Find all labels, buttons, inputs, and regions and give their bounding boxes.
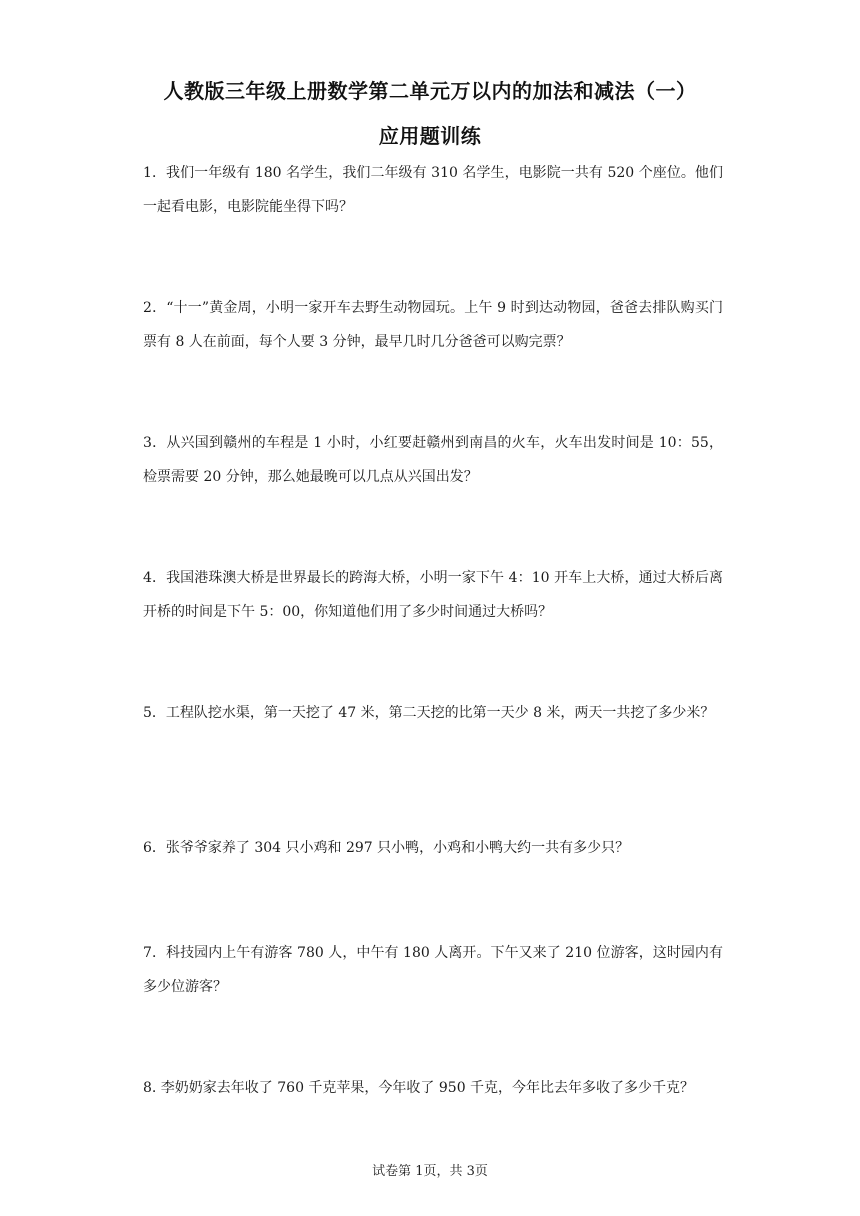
question-2: 2．“十一”黄金周，小明一家开车去野生动物园玩。上午 9 时到达动物园，爸爸去排队购买门票有 8 人在前面，每个人要 3 分钟，最早几时几分爸爸可以购完票？ [143,300,723,350]
question-1: 1．我们一年级有 180 名学生，我们二年级有 310 名学生，电影院一共有 520 个座位。他们一起看电影，电影院能坐得下吗？ [143,165,723,215]
page-subtitle: 应用题训练 [378,124,482,148]
question-5: 5．工程队挖水渠，第一天挖了 47 米，第二天挖的比第一天少 8 米，两天一共挖了多少米？ [143,705,715,721]
question-6: 6．张爷爷家养了 304 只小鸡和 297 只小鸭，小鸡和小鸭大约一共有多少只？ [143,840,630,856]
page-footer: 试卷第 1页，共 3页 [372,1164,488,1179]
question-8: 8. 李奶奶家去年收了 760 千克苹果，今年收了 950 千克，今年比去年多收了多少千克？ [143,1080,695,1096]
question-3: 3．从兴国到赣州的车程是 1 小时，小红要赶赣州到南昌的火车，火车出发时间是 10：55，检票需要 20 分钟，那么她最晚可以几点从兴国出发？ [143,435,723,485]
question-7: 7．科技园内上午有游客 780 人，中午有 180 人离开。下午又来了 210 位游客，这时园内有多少位游客？ [143,945,723,995]
page-title: 人教版三年级上册数学第二单元万以内的加法和减法（一） [163,79,697,103]
question-4: 4．我国港珠澳大桥是世界最长的跨海大桥，小明一家下午 4：10 开车上大桥，通过大桥后离开桥的时间是下午 5：00，你知道他们用了多少时间通过大桥吗？ [143,570,723,620]
